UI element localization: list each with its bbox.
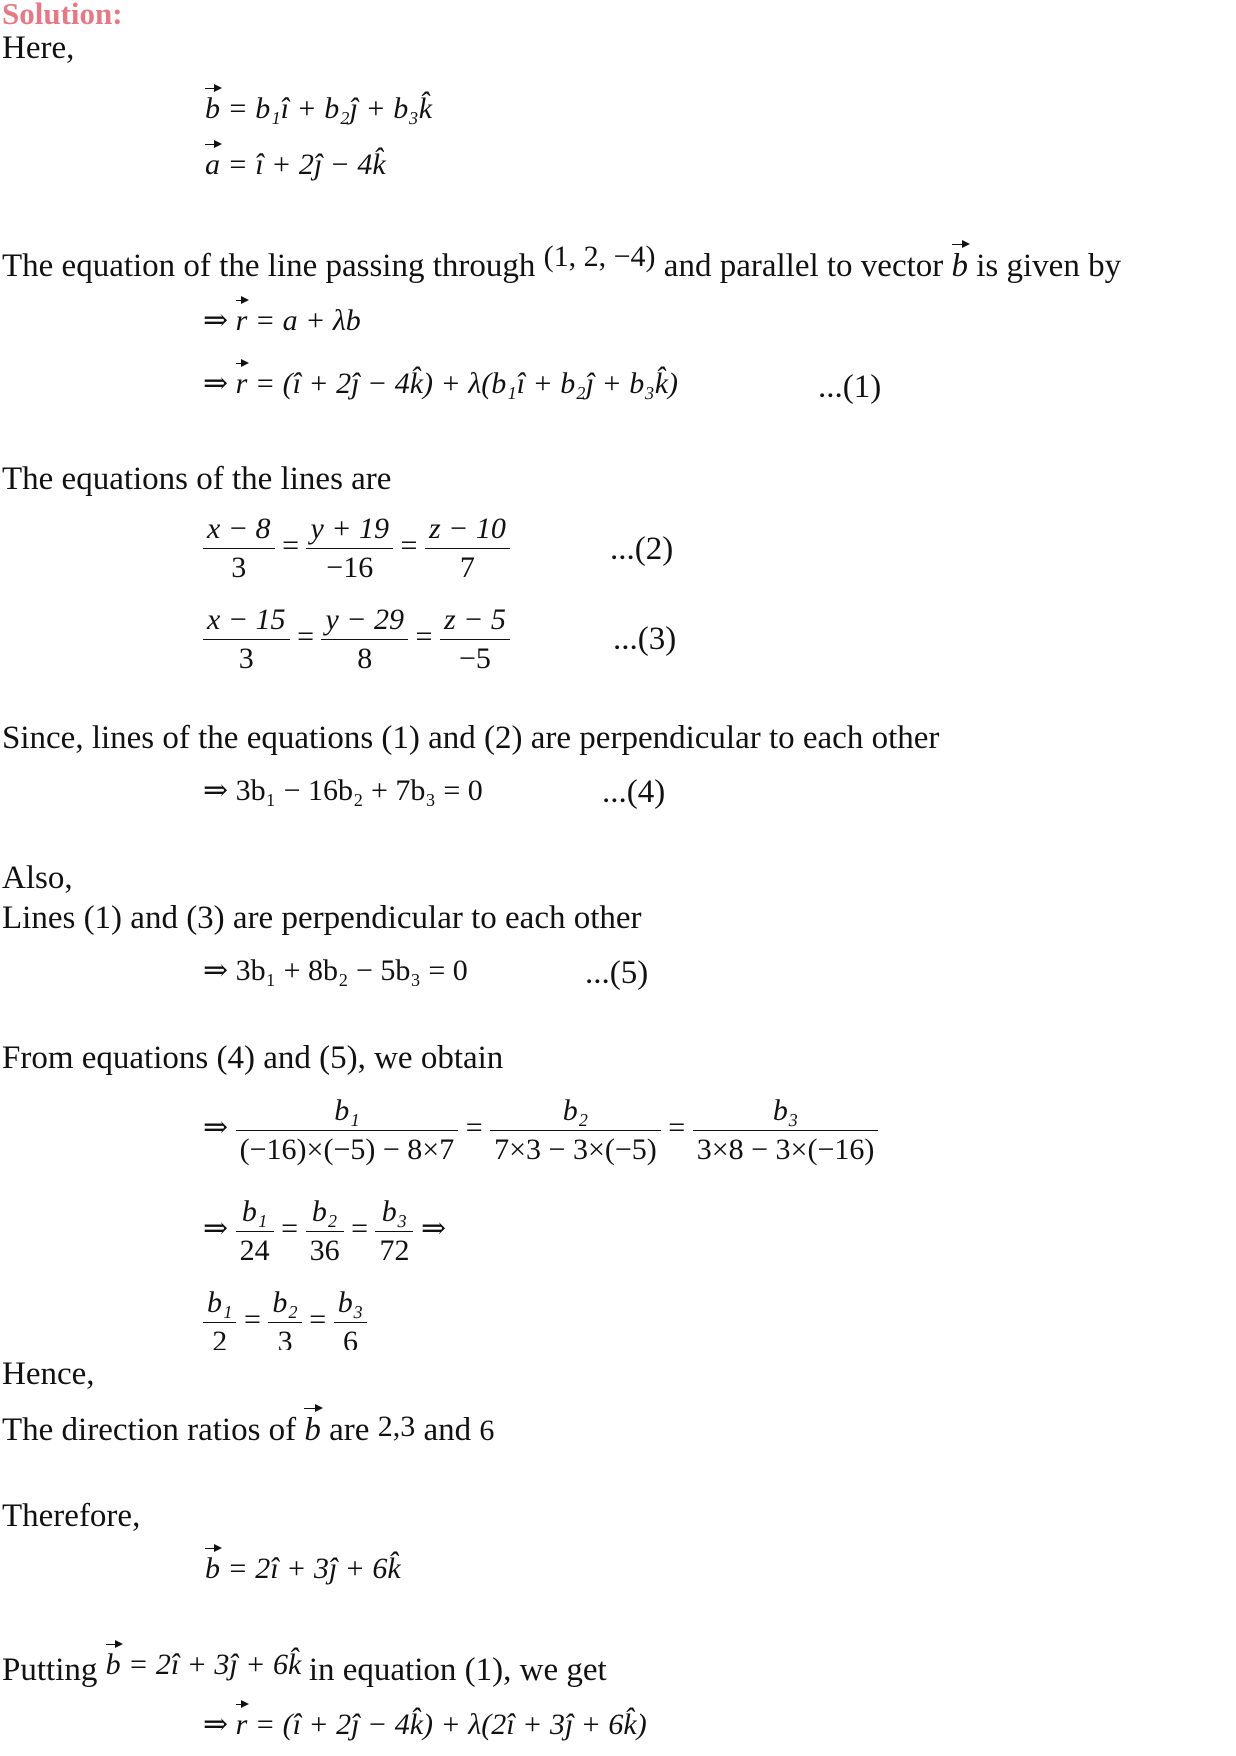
text-direction-ratios-b: are [329, 1412, 370, 1448]
fraction [440, 601, 510, 677]
implies-symbol: ⇒ [203, 1708, 229, 1741]
text-putting [2, 1648, 607, 1688]
denominator: 3 [231, 550, 247, 584]
text-direction-ratios-and: and [423, 1412, 472, 1448]
eq-4: ⇒ 3b₁ − 16b₂ + 7b₃ = 0 [203, 774, 483, 807]
implies-symbol: ⇒ [203, 367, 229, 400]
implies-symbol: ⇒ [203, 1110, 229, 1144]
fraction [490, 1092, 661, 1168]
eq-b-final-rhs: = 2î + 3ĵ + 6k̂ [227, 1552, 401, 1585]
vector-r-symbol: r [235, 304, 248, 337]
numerator: z − 5 [440, 601, 510, 640]
fraction [375, 1193, 413, 1269]
implies-symbol: ⇒ [420, 1211, 447, 1245]
denominator: −5 [458, 641, 491, 675]
equals-symbol: = [668, 1110, 686, 1144]
vector-b-inline: b [951, 248, 968, 284]
point-coordinates: (1, 2, −4) [543, 240, 656, 273]
eq-b-definition-rhs: = b₁î + b₂ĵ + b₃k̂ [227, 92, 433, 125]
eq-r-general [203, 306, 361, 336]
denominator: 8 [357, 641, 373, 675]
numerator: b₂ [306, 1193, 344, 1232]
text-putting-b: in equation (1), we get [308, 1652, 607, 1688]
text-direction-ratios [2, 1410, 495, 1448]
denominator: 36 [309, 1233, 340, 1267]
equals-symbol: = [465, 1110, 483, 1144]
text-line-intro-b: and parallel to vector [663, 248, 944, 284]
vector-r-symbol: r [235, 1708, 248, 1741]
tag-5: ...(5) [585, 955, 649, 991]
tag-2: ...(2) [610, 531, 674, 567]
text-line-intro-c: is given by [976, 248, 1122, 284]
fraction [268, 1284, 301, 1350]
text-therefore: Therefore, [2, 1498, 141, 1534]
text-since: Since, lines of the equations (1) and (2) are perpendicular to each other [2, 720, 940, 756]
direction-ratio-six: 6 [479, 1414, 495, 1447]
text-lines-are: The equations of the lines are [2, 461, 392, 497]
tag-3: ...(3) [613, 621, 677, 657]
numerator: x − 15 [203, 601, 290, 640]
eq-cross-multiplication [203, 1092, 878, 1168]
eq-b-final [205, 1554, 401, 1584]
tag-1: ...(1) [818, 369, 882, 405]
direction-ratio-values: 2,3 [377, 1410, 416, 1443]
inline-b-substitution-rhs: = 2î + 3ĵ + 6k̂ [128, 1648, 302, 1681]
denominator: 3 [238, 641, 254, 675]
numerator: y + 19 [306, 510, 393, 549]
text-also: Also, [2, 860, 73, 896]
equals-symbol: = [415, 619, 433, 653]
inline-b-substitution [106, 1648, 309, 1681]
equals-symbol: = [282, 528, 299, 562]
equals-symbol: = [309, 1302, 327, 1336]
fraction [425, 510, 510, 586]
text-here: Here, [2, 30, 75, 66]
denominator: 24 [239, 1233, 270, 1267]
solution-heading: Solution: [2, 0, 123, 31]
text-line-intro [2, 240, 1122, 284]
denominator: 72 [379, 1233, 410, 1267]
implies-symbol: ⇒ [203, 1211, 229, 1245]
vector-b-inline: b [304, 1412, 321, 1448]
numerator: b₃ [375, 1193, 413, 1232]
text-line-intro-a: The equation of the line passing through [2, 248, 536, 284]
numerator: b₃ [334, 1284, 367, 1323]
fraction [236, 1193, 274, 1269]
vector-r-symbol: r [235, 367, 248, 400]
numerator: z − 10 [425, 510, 510, 549]
eq-b-definition [205, 94, 432, 124]
eq-ratio-2-3-6 [203, 1284, 367, 1350]
fraction [236, 1092, 459, 1168]
text-from-equations: From equations (4) and (5), we obtain [2, 1040, 504, 1076]
eq-2 [203, 510, 510, 586]
vector-a-symbol: a [205, 148, 220, 181]
equals-symbol: = [351, 1211, 368, 1245]
eq-5: ⇒ 3b₁ + 8b₂ − 5b₃ = 0 [203, 954, 468, 987]
numerator: b₂ [490, 1092, 661, 1131]
numerator: b₁ [203, 1284, 236, 1323]
eq-1-rhs: = (î + 2ĵ − 4k̂) + λ(b₁î + b₂ĵ + b₃k̂) [254, 367, 679, 400]
fraction [306, 1193, 344, 1269]
denominator: 3×8 − 3×(−16) [696, 1132, 875, 1166]
fraction [306, 510, 393, 586]
numerator: b₃ [693, 1092, 879, 1131]
eq-a-definition [205, 150, 386, 180]
tag-4: ...(4) [602, 774, 666, 810]
fraction [203, 510, 275, 586]
eq-ratio-24-36-72 [203, 1193, 446, 1269]
denominator: 3 [277, 1324, 293, 1350]
equals-symbol: = [243, 1302, 261, 1336]
eq-3 [203, 601, 510, 677]
equals-symbol: = [281, 1211, 299, 1245]
numerator: b₂ [268, 1284, 301, 1323]
numerator: b₁ [236, 1193, 274, 1232]
equals-symbol: = [400, 528, 418, 562]
denominator: 6 [342, 1324, 358, 1350]
eq-1 [203, 369, 678, 399]
denominator: (−16)×(−5) − 8×7 [239, 1132, 455, 1166]
eq-r-general-rhs: = a + λb [254, 304, 361, 337]
eq-final-rhs: = (î + 2ĵ − 4k̂) + λ(2î + 3ĵ + 6k̂) [254, 1708, 647, 1741]
denominator: 2 [212, 1324, 228, 1350]
text-direction-ratios-a: The direction ratios of [2, 1412, 297, 1448]
vector-b-inline: b [105, 1648, 121, 1681]
text-lines-1-3: Lines (1) and (3) are perpendicular to each other [2, 900, 642, 936]
eq-a-definition-rhs: = î + 2ĵ − 4k̂ [227, 148, 386, 181]
fraction [321, 601, 408, 677]
vector-b-symbol: b [205, 1552, 220, 1585]
fraction [203, 601, 290, 677]
eq-final [203, 1710, 647, 1740]
fraction [334, 1284, 367, 1350]
equals-symbol: = [297, 619, 314, 653]
vector-b-symbol: b [205, 92, 220, 125]
denominator: 7×3 − 3×(−5) [494, 1132, 657, 1166]
fraction [203, 1284, 236, 1350]
text-putting-a: Putting [2, 1652, 98, 1688]
denominator: −16 [326, 550, 374, 584]
numerator: y − 29 [321, 601, 408, 640]
denominator: 7 [459, 550, 475, 584]
implies-symbol: ⇒ [203, 304, 229, 337]
text-hence: Hence, [2, 1356, 95, 1392]
numerator: b₁ [236, 1092, 459, 1131]
fraction [693, 1092, 879, 1168]
numerator: x − 8 [203, 510, 275, 549]
